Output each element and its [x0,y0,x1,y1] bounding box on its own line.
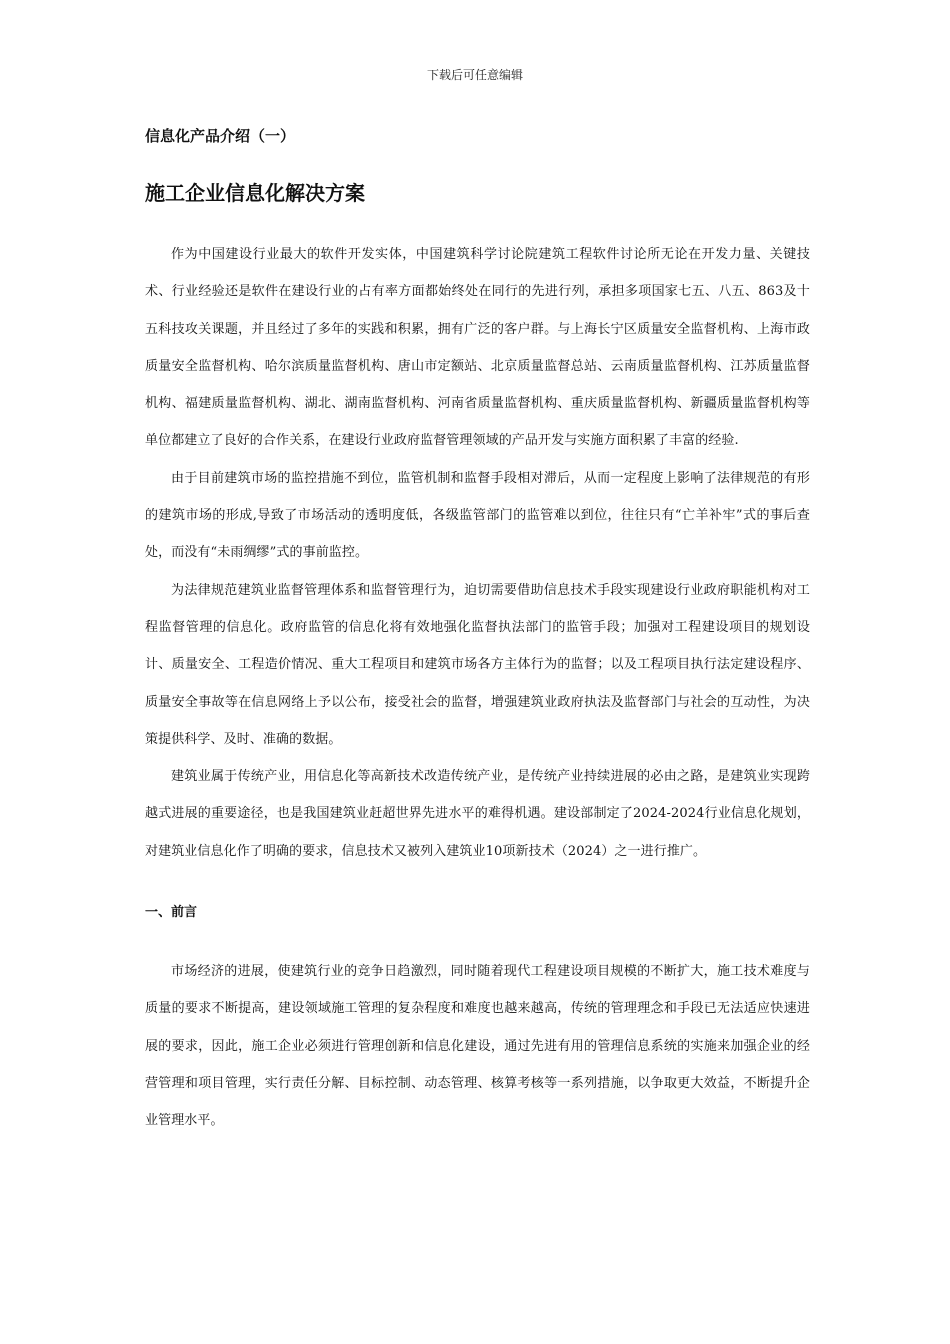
section-heading-preface: 一、前言 [145,905,198,921]
preface-paragraph-1: 市场经济的进展，使建筑行业的竞争日趋激烈，同时随着现代工程建设项目规模的不断扩大，施工技术难度与质量的要求不断提高，建设领域施工管理的复杂程度和难度也越来越高，传统的管理理念和手段已无法适应快速进展的要求，因此，施工企业必须进行管理创新和信息化建设，通过先进有用的管理信息系统的实施来加强企业的经营管理和项目管理，实行责任分解、目标控制、动态管理、核算考核等一系列措施，以争取更大效益，不断提升企业管理水平。 [145,964,810,1129]
document-title: 施工企业信息化解决方案 [145,181,365,205]
intro-paragraph-4: 建筑业属于传统产业，用信息化等高新技术改造传统产业，是传统产业持续进展的必由之路，是建筑业实现跨越式进展的重要途径，也是我国建筑业赶超世界先进水平的难得机遇。建设部制定了2024-2024行业信息化规划，对建筑业信息化作了明确的要求，信息技术又被列入建筑业10项新技术（2024）之一进行推广。 [145,769,810,859]
intro-paragraph-2: 由于目前建筑市场的监控措施不到位，监管机制和监督手段相对滞后，从而一定程度上影响了法律规范的有形的建筑市场的形成,导致了市场活动的透明度低，各级监管部门的监管难以到位，往往只有“亡羊补牢”式的事后查处，而没有“未雨绸缪”式的事前监控。 [145,470,810,561]
series-title: 信息化产品介绍（一） [145,127,296,145]
intro-paragraph-1: 作为中国建设行业最大的软件开发实体，中国建筑科学讨论院建筑工程软件讨论所无论在开发力量、关键技术、行业经验还是软件在建设行业的占有率方面都始终处在同行的先进行列，承担多项国家七五、八五、863及十五科技攻关课题，并且经过了多年的实践和积累，拥有广泛的客户群。与上海长宁区质量安全监督机构、上海市政质量安全监督机构、哈尔滨质量监督机构、唐山市定额站、北京质量监督总站、云南质量监督机构、江苏质量监督机构、福建质量监督机构、湖北、湖南监督机构、河南省质量监督机构、重庆质量监督机构、新疆质量监督机构等单位都建立了良好的合作关系，在建设行业政府监督管理领域的产品开发与实施方面积累了丰富的经验. [145,247,810,449]
page-header-note: 下载后可任意编辑 [426,68,523,82]
intro-paragraph-3: 为法律规范建筑业监督管理体系和监督管理行为，迫切需要借助信息技术手段实现建设行业政府职能机构对工程监督管理的信息化。政府监管的信息化将有效地强化监督执法部门的监管手段；加强对工程建设项目的规划设计、质量安全、工程造价情况、重大工程项目和建筑市场各方主体行为的监督；以及工程项目执行法定建设程序、质量安全事故等在信息网络上予以公布，接受社会的监督，增强建筑业政府执法及监督部门与社会的互动性，为决策提供科学、及时、准确的数据。 [145,582,810,747]
document-body [145,124,810,1140]
